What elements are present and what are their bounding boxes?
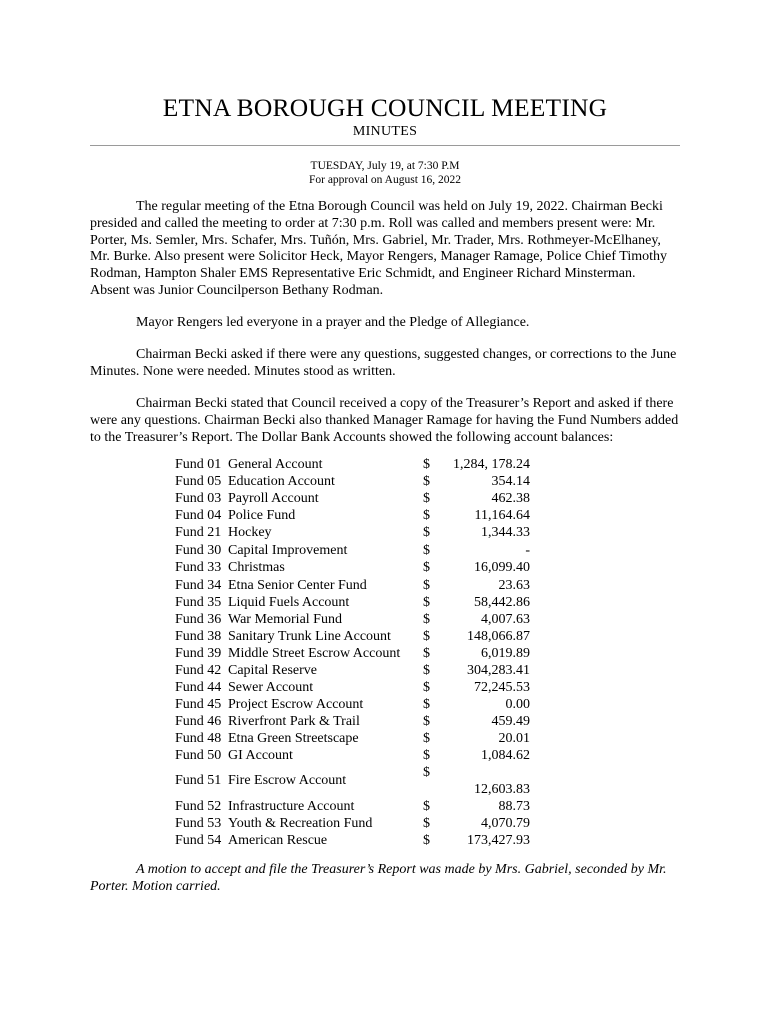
approval-date: For approval on August 16, 2022 xyxy=(308,174,462,186)
fund-number: Fund 34 xyxy=(175,578,222,593)
paragraph-line: were any questions. Chairman Becki also thanked Manager Ramage for having the Fund Numbers added xyxy=(90,412,679,428)
fund-number: Fund 45 xyxy=(175,697,222,712)
fund-amount: 58,442.86 xyxy=(474,595,530,610)
paragraph-line: The regular meeting of the Etna Borough Council was held on July 19, 2022. Chairman Becki xyxy=(136,199,663,214)
paragraph-line: Minutes. None were needed. Minutes stood as written. xyxy=(90,363,396,379)
fund-row xyxy=(175,731,535,748)
fund-number: Fund 30 xyxy=(175,543,222,558)
fund-name: Hockey xyxy=(228,525,272,540)
fund-name: Payroll Account xyxy=(228,491,319,506)
paragraph-line: Porter, Ms. Semler, Mrs. Schafer, Mrs. Tuñón, Mrs. Gabriel, Mr. Trader, Mrs. Rothmeyer-McElhaney, xyxy=(90,232,661,248)
fund-row xyxy=(175,525,535,542)
fund-amount: 459.49 xyxy=(491,714,530,729)
fund-number: Fund 51 xyxy=(175,773,222,788)
fund-amount: 6,019.89 xyxy=(481,646,530,661)
fund-number: Fund 52 xyxy=(175,799,222,814)
fund-amount: 11,164.64 xyxy=(474,508,530,523)
title-divider xyxy=(90,145,680,146)
paragraph-line: to the Treasurer’s Report. The Dollar Bank Accounts showed the following account balances: xyxy=(90,429,614,445)
paragraph-line: Porter. Motion carried. xyxy=(90,878,221,894)
paragraph-line: Mr. Burke. Also present were Solicitor Heck, Mayor Rengers, Manager Ramage, Police Chief Timothy xyxy=(90,249,668,265)
dollar-sign: $ xyxy=(423,508,430,523)
fund-number: Fund 21 xyxy=(175,525,222,540)
fund-name: War Memorial Fund xyxy=(228,612,342,627)
fund-number: Fund 44 xyxy=(175,680,222,695)
fund-row xyxy=(175,560,535,577)
fund-amount: 1,084.62 xyxy=(481,748,530,763)
dollar-sign: $ xyxy=(423,629,430,644)
dollar-sign: $ xyxy=(423,646,430,661)
fund-amount: 16,099.40 xyxy=(474,560,530,575)
dollar-sign: $ xyxy=(423,663,430,678)
fund-number: Fund 48 xyxy=(175,731,222,746)
fund-name: Liquid Fuels Account xyxy=(228,595,350,610)
fund-row xyxy=(175,612,535,629)
fund-amount: 4,007.63 xyxy=(481,612,530,627)
fund-amount: 148,066.87 xyxy=(467,629,530,644)
dollar-sign: $ xyxy=(423,525,430,540)
fund-name: Sewer Account xyxy=(228,680,314,695)
paragraph-line: Rodman, Hampton Shaler EMS Representative Eric Schmidt, and Engineer Richard Minsterman. xyxy=(90,266,636,282)
fund-number: Fund 01 xyxy=(175,457,222,472)
fund-row xyxy=(175,697,535,714)
dollar-sign: $ xyxy=(423,748,430,763)
dollar-sign: $ xyxy=(423,816,430,831)
document-subtitle: MINUTES xyxy=(352,124,418,139)
fund-name: Etna Senior Center Fund xyxy=(228,578,367,593)
fund-amount: 4,070.79 xyxy=(481,816,530,831)
fund-name: Education Account xyxy=(228,474,335,489)
fund-number: Fund 05 xyxy=(175,474,222,489)
fund-name: Police Fund xyxy=(228,508,296,523)
fund-name: Christmas xyxy=(228,560,285,575)
fund-number: Fund 39 xyxy=(175,646,222,661)
fund-row xyxy=(175,816,535,833)
meeting-date: TUESDAY, July 19, at 7:30 P.M xyxy=(310,160,460,172)
dollar-sign: $ xyxy=(423,612,430,627)
fund-number: Fund 38 xyxy=(175,629,222,644)
dollar-sign: $ xyxy=(423,457,430,472)
fund-amount: 0.00 xyxy=(505,697,530,712)
fund-name: Etna Green Streetscape xyxy=(228,731,359,746)
fund-name: General Account xyxy=(228,457,323,472)
fund-amount: - xyxy=(525,543,530,558)
document-title: ETNA BOROUGH COUNCIL MEETING xyxy=(162,93,608,122)
fund-row xyxy=(175,765,535,799)
fund-name: GI Account xyxy=(228,748,293,763)
fund-row xyxy=(175,833,535,850)
paragraph-line: Mayor Rengers led everyone in a prayer and the Pledge of Allegiance. xyxy=(136,315,530,330)
fund-name: Middle Street Escrow Account xyxy=(228,646,401,661)
fund-amount: 354.14 xyxy=(491,474,530,489)
fund-name: Fire Escrow Account xyxy=(228,773,347,788)
fund-row xyxy=(175,595,535,612)
fund-number: Fund 46 xyxy=(175,714,222,729)
paragraph-line: Absent was Junior Councilperson Bethany Rodman. xyxy=(90,282,384,298)
fund-row xyxy=(175,748,535,765)
fund-number: Fund 54 xyxy=(175,833,222,848)
paragraph-line: Chairman Becki stated that Council received a copy of the Treasurer’s Report and asked if there xyxy=(136,396,674,411)
fund-name: Sanitary Trunk Line Account xyxy=(228,629,391,644)
paragraph-line: A motion to accept and file the Treasurer’s Report was made by Mrs. Gabriel, seconded by Mr. xyxy=(136,862,667,877)
fund-row xyxy=(175,663,535,680)
fund-amount: 1,344.33 xyxy=(481,525,530,540)
fund-number: Fund 35 xyxy=(175,595,222,610)
prayer-paragraph xyxy=(90,315,680,332)
fund-row xyxy=(175,680,535,697)
fund-number: Fund 50 xyxy=(175,748,222,763)
fund-name: Project Escrow Account xyxy=(228,697,364,712)
dollar-sign: $ xyxy=(423,560,430,575)
fund-row xyxy=(175,491,535,508)
dollar-sign: $ xyxy=(423,731,430,746)
dollar-sign: $ xyxy=(423,474,430,489)
fund-row xyxy=(175,457,535,474)
fund-row xyxy=(175,629,535,646)
fund-amount: 304,283.41 xyxy=(467,663,530,678)
fund-number: Fund 36 xyxy=(175,612,222,627)
fund-amount: 462.38 xyxy=(491,491,530,506)
fund-row xyxy=(175,646,535,663)
fund-amount: 20.01 xyxy=(498,731,530,746)
fund-name: Infrastructure Account xyxy=(228,799,355,814)
dollar-sign: $ xyxy=(423,680,430,695)
fund-row xyxy=(175,543,535,560)
fund-amount: 23.63 xyxy=(498,578,530,593)
fund-amount: 88.73 xyxy=(498,799,530,814)
fund-amount: 72,245.53 xyxy=(474,680,530,695)
dollar-sign: $ xyxy=(423,799,430,814)
fund-name: American Rescue xyxy=(228,833,328,848)
treasurer-paragraph xyxy=(90,396,680,446)
fund-name: Youth & Recreation Fund xyxy=(228,816,373,831)
dollar-sign: $ xyxy=(423,765,430,780)
dollar-sign: $ xyxy=(423,491,430,506)
dollar-sign: $ xyxy=(423,595,430,610)
dollar-sign: $ xyxy=(423,714,430,729)
fund-row xyxy=(175,508,535,525)
fund-amount: 173,427.93 xyxy=(467,833,530,848)
dollar-sign: $ xyxy=(423,543,430,558)
fund-number: Fund 42 xyxy=(175,663,222,678)
fund-row xyxy=(175,799,535,816)
dollar-sign: $ xyxy=(423,833,430,848)
fund-row xyxy=(175,474,535,491)
fund-number: Fund 53 xyxy=(175,816,222,831)
paragraph-line: presided and called the meeting to order at 7:30 p.m. Roll was called and members present were: Mr. xyxy=(90,215,656,231)
paragraph-line: Chairman Becki asked if there were any questions, suggested changes, or corrections to the June xyxy=(136,347,677,362)
fund-number: Fund 04 xyxy=(175,508,222,523)
fund-row xyxy=(175,714,535,731)
fund-number: Fund 33 xyxy=(175,560,222,575)
dollar-sign: $ xyxy=(423,697,430,712)
dollar-sign: $ xyxy=(423,578,430,593)
fund-amount: 1,284, 178.24 xyxy=(453,457,530,472)
motion-paragraph xyxy=(90,862,680,896)
minutes-paragraph xyxy=(90,347,680,381)
fund-amount: 12,603.83 xyxy=(474,782,530,797)
fund-name: Riverfront Park & Trail xyxy=(228,714,360,729)
fund-number: Fund 03 xyxy=(175,491,222,506)
opening-paragraph xyxy=(90,199,680,300)
fund-row xyxy=(175,578,535,595)
fund-name: Capital Improvement xyxy=(228,543,348,558)
fund-name: Capital Reserve xyxy=(228,663,318,678)
